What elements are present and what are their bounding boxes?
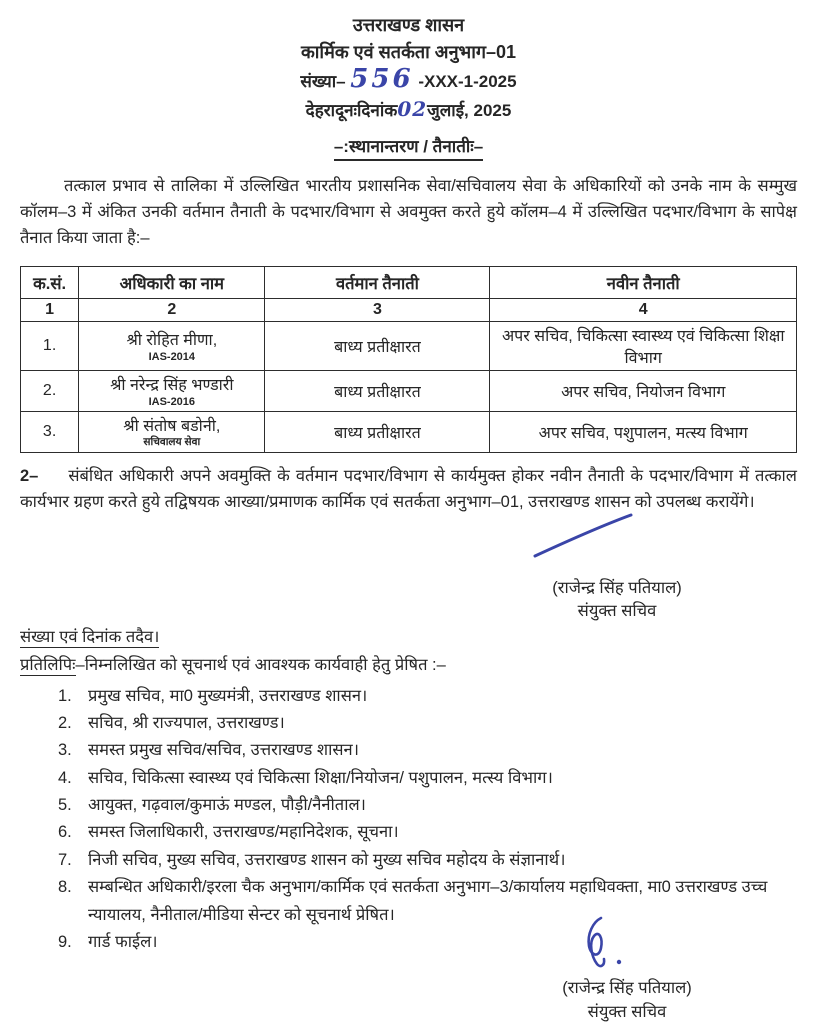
header-officer-name: अधिकारी का नाम xyxy=(79,266,265,298)
list-item xyxy=(20,710,797,737)
officer-service: सचिवालय सेवा xyxy=(143,436,201,449)
pen-signature-icon xyxy=(567,912,647,974)
item-number: 4. xyxy=(58,768,72,787)
item-number: 1. xyxy=(58,686,72,705)
paragraph-2-text: संबंधित अधिकारी अपने अवमुक्ति के वर्तमान पदभार/विभाग से कार्यमुक्त होकर नवीन तैनाती के पदभार/विभाग में तत्काल कार्यभार ग्रहण करते हुये तद्विषयक आख्या/प्रमाणक कार्मिक एवं सतर्कता अनुभाग–01, उत्तराखण्ड शासन को उपलब्ध करायेंगे। xyxy=(20,466,797,512)
table-row xyxy=(21,370,797,411)
order-paragraph-2 xyxy=(20,463,797,516)
subject-heading: –:स्थानान्तरण / तैनातीः– xyxy=(334,134,483,161)
officer-name-cell xyxy=(79,370,265,411)
reference-number-line xyxy=(20,66,797,95)
list-item xyxy=(20,737,797,764)
col-number-1: 1 xyxy=(21,298,79,321)
row-serial: 3. xyxy=(21,412,79,453)
officer-name: श्री नरेन्द्र सिंह भण्डारी xyxy=(110,376,234,394)
place-date-line xyxy=(20,95,797,124)
officer-batch: IAS-2014 xyxy=(148,350,196,363)
item-text: आयुक्त, गढ़वाल/कुमाऊं मण्डल, पौड़ी/नैनीताल। xyxy=(88,796,366,814)
list-item xyxy=(20,683,797,710)
pen-signature-stroke-icon xyxy=(527,510,647,562)
ref-prefix: संख्या– xyxy=(300,72,346,91)
signatory-name: (राजेन्द्र सिंह पतियाल) xyxy=(562,979,692,998)
handwritten-ref-number: 556 xyxy=(350,64,414,94)
copy-prefix: प्रतिलिपिः xyxy=(20,655,76,674)
item-text: सचिव, चिकित्सा स्वास्थ्य एवं चिकित्सा शिक्षा/नियोजन/ पशुपालन, मत्स्य विभाग। xyxy=(88,768,553,787)
table-header-row xyxy=(21,266,797,298)
item-number: 9. xyxy=(58,932,72,951)
list-item xyxy=(20,765,797,792)
table-row xyxy=(21,412,797,453)
order-paragraph-1: तत्काल प्रभाव से तालिका में उल्लिखित भारतीय प्रशासनिक सेवा/सचिवालय सेवा के अधिकारियों को उनके नाम के सम्मुख कॉलम–3 में अंकित उनकी वर्तमान तैनाती के पदभार/विभाग से अवमुक्त करते हुये कॉलम–4 में उल्लिखित पदभार/विभाग के सापेक्ष तैनात किया जाता है:– xyxy=(20,176,797,248)
row-serial: 1. xyxy=(21,321,79,370)
signatory-name: (राजेन्द्र सिंह पतियाल) xyxy=(552,578,682,597)
signature-block-bottom xyxy=(477,912,777,1024)
item-number: 6. xyxy=(58,823,72,842)
row-serial: 2. xyxy=(21,370,79,411)
item-number: 8. xyxy=(58,878,72,897)
item-text: समस्त जिलाधिकारी, उत्तराखण्ड/महानिदेशक, सूचना। xyxy=(88,823,399,842)
new-posting-cell: अपर सचिव, नियोजन विभाग xyxy=(490,370,797,411)
list-item xyxy=(20,819,797,846)
item-number: 5. xyxy=(58,796,72,814)
col-number-4: 4 xyxy=(490,298,797,321)
handwritten-date: 02 xyxy=(397,96,428,121)
officer-batch: IAS-2016 xyxy=(148,395,196,408)
same-number-date-text: संख्या एवं दिनांक तदैव। xyxy=(20,628,160,647)
list-item xyxy=(20,847,797,874)
col-number-2: 2 xyxy=(79,298,265,321)
item-text: समस्त प्रमुख सचिव/सचिव, उत्तराखण्ड शासन। xyxy=(88,741,359,760)
item-number: 2. xyxy=(58,713,72,732)
officer-name-cell xyxy=(79,412,265,453)
subject-heading-wrap xyxy=(20,134,797,161)
header-serial: क.सं. xyxy=(21,266,79,298)
header-new-posting: नवीन तैनाती xyxy=(490,266,797,298)
item-text: निजी सचिव, मुख्य सचिव, उत्तराखण्ड शासन को मुख्य सचिव महोदय के संज्ञानार्थ। xyxy=(88,850,566,869)
item-number: 7. xyxy=(58,850,72,869)
government-name: उत्तराखण्ड शासन xyxy=(352,15,465,35)
copy-to-line xyxy=(20,653,797,679)
table-row xyxy=(21,321,797,370)
column-number-row xyxy=(21,298,797,321)
date-suffix: जुलाई, 2025 xyxy=(427,100,512,120)
date-prefix: देहरादूनःदिनांक xyxy=(305,100,398,120)
item-text: सम्बन्धित अधिकारी/इरला चैक अनुभाग/कार्मिक एवं सतर्कता अनुभाग–3/कार्यालय महाधिवक्ता, मा0 उत्तराखण्ड उच्च न्यायालय, नैनीताल/मीडिया सेन्टर को सूचनार्थ प्रेषित। xyxy=(88,878,768,924)
signatory-designation: संयुक्त सचिव xyxy=(587,1003,667,1021)
list-item xyxy=(20,792,797,819)
letterhead xyxy=(20,12,797,161)
current-posting-cell: बाध्य प्रतीक्षारत xyxy=(265,412,490,453)
current-posting-cell: बाध्य प्रतीक्षारत xyxy=(265,321,490,370)
item-text: सचिव, श्री राज्यपाल, उत्तराखण्ड। xyxy=(88,713,285,732)
ref-suffix: -XXX-1-2025 xyxy=(418,72,517,91)
same-number-date-line xyxy=(20,625,797,651)
transfer-table xyxy=(20,266,797,453)
header-current-posting: वर्तमान तैनाती xyxy=(265,266,490,298)
signature-block-top xyxy=(467,510,767,624)
copy-rest: –निम्नलिखित को सूचनार्थ एवं आवश्यक कार्यवाही हेतु प्रेषित :– xyxy=(75,655,446,674)
item-number: 3. xyxy=(58,741,72,760)
department-section: कार्मिक एवं सतर्कता अनुभाग–01 xyxy=(300,42,517,62)
new-posting-cell: अपर सचिव, पशुपालन, मत्स्य विभाग xyxy=(490,412,797,453)
officer-name: श्री संतोष बडोनी, xyxy=(123,418,221,436)
current-posting-cell: बाध्य प्रतीक्षारत xyxy=(265,370,490,411)
item-text: प्रमुख सचिव, मा0 मुख्यमंत्री, उत्तराखण्ड शासन। xyxy=(88,686,368,705)
item-text: गार्ड फाईल। xyxy=(88,932,158,951)
col-number-3: 3 xyxy=(265,298,490,321)
officer-name-cell xyxy=(79,321,265,370)
officer-name: श्री रोहित मीणा, xyxy=(126,331,218,349)
paragraph-2-number: 2– xyxy=(20,466,39,485)
signatory-designation: संयुक्त सचिव xyxy=(577,602,657,621)
new-posting-cell: अपर सचिव, चिकित्सा स्वास्थ्य एवं चिकित्सा शिक्षा विभाग xyxy=(490,321,797,370)
